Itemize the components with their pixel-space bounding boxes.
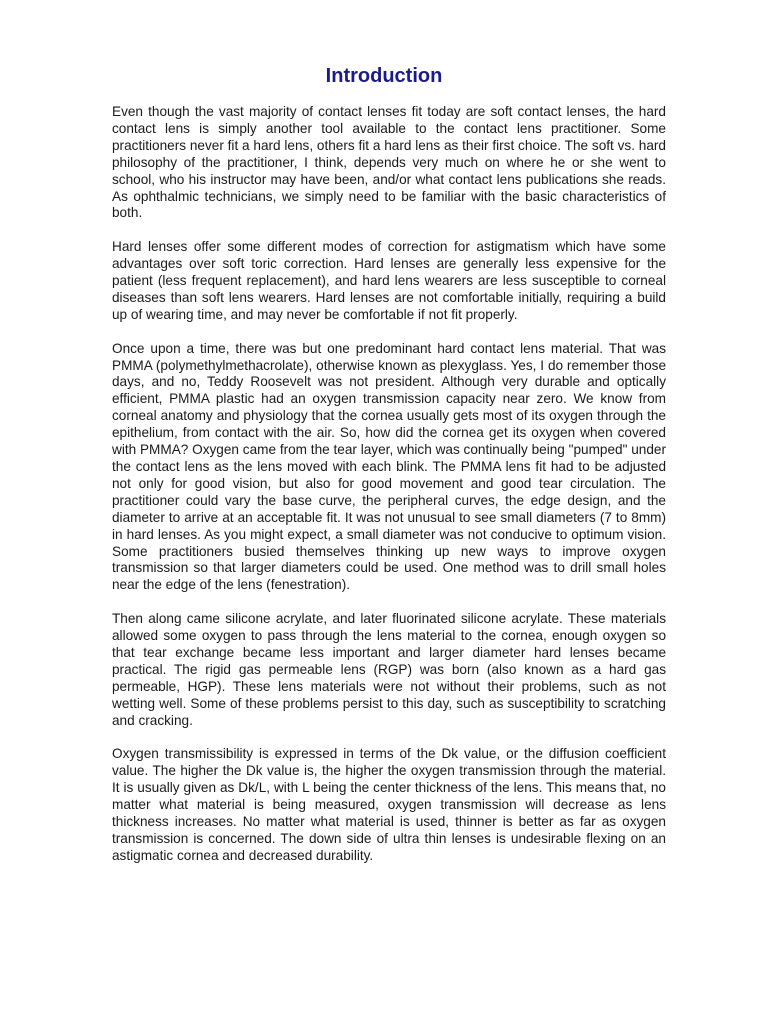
- paragraph: Even though the vast majority of contact lenses fit today are soft contact lenses, the hard contact lens is simply another tool available to the contact lens practitioner. Some practitioners never fit a hard lens, others fit a hard lens as their first choice. The soft vs. hard philosophy of the practitioner, I think, depends very much on where he or she went to school, who his instructor may have been, and/or what contact lens publications she reads. As ophthalmic technicians, we simply need to be familiar with the basic characteristics of both.: [112, 104, 666, 221]
- paragraph: Then along came silicone acrylate, and later fluorinated silicone acrylate. These materials allowed some oxygen to pass through the lens material to the cornea, enough oxygen so that tear exchange became less important and larger diameter hard lenses became practical. The rigid gas permeable lens (RGP) was born (also known as a hard gas permeable, HGP). These lens materials were not without their problems, such as not wetting well. Some of these problems persist to this day, such as susceptibility to scratching and cracking.: [112, 611, 666, 728]
- document-body: [112, 104, 666, 882]
- page-title: Introduction: [325, 65, 443, 87]
- paragraph: Hard lenses offer some different modes of correction for astigmatism which have some advantages over soft toric correction. Hard lenses are generally less expensive for the patient (less frequent replacement), and hard lens wearers are less susceptible to corneal diseases than soft lens wearers. Hard lenses are not comfortable initially, requiring a build up of wearing time, and may never be comfortable if not fit properly.: [112, 239, 666, 322]
- paragraph: Once upon a time, there was but one predominant hard contact lens material. That was PMMA (polymethylmethacrolate), otherwise known as plexyglass. Yes, I do remember those days, and no, Teddy Roosevelt was not president. Although very durable and optically efficient, PMMA plastic had an oxygen transmission capacity near zero. We know from corneal anatomy and physiology that the cornea usually gets most of its oxygen through the epithelium, from contact with the air. So, how did the cornea get its oxygen when covered with PMMA? Oxygen came from the tear layer, which was continually being "pumped" under the contact lens as the lens moved with each blink. The PMMA lens fit had to be adjusted not only for good vision, but also for good movement and good tear circulation. The practitioner could vary the base curve, the peripheral curves, the edge design, and the diameter to arrive at an acceptable fit. It was not unusual to see small diameters (7 to 8mm) in hard lenses. As you might expect, a small diameter was not conducive to optimum vision. Some practitioners busied themselves thinking up new ways to improve oxygen transmission so that larger diameters could be used. One method was to drill small holes near the edge of the lens (fenestration).: [112, 340, 666, 593]
- paragraph: Oxygen transmissibility is expressed in terms of the Dk value, or the diffusion coefficient value. The higher the Dk value is, the higher the oxygen transmission through the material. It is usually given as Dk/L, with L being the center thickness of the lens. This means that, no matter what material is being measured, oxygen transmission will decrease as lens thickness increases. No matter what material is used, thinner is better as far as oxygen transmission is concerned. The down side of ultra thin lenses is undesirable flexing on an astigmatic cornea and decreased durability.: [112, 746, 666, 863]
